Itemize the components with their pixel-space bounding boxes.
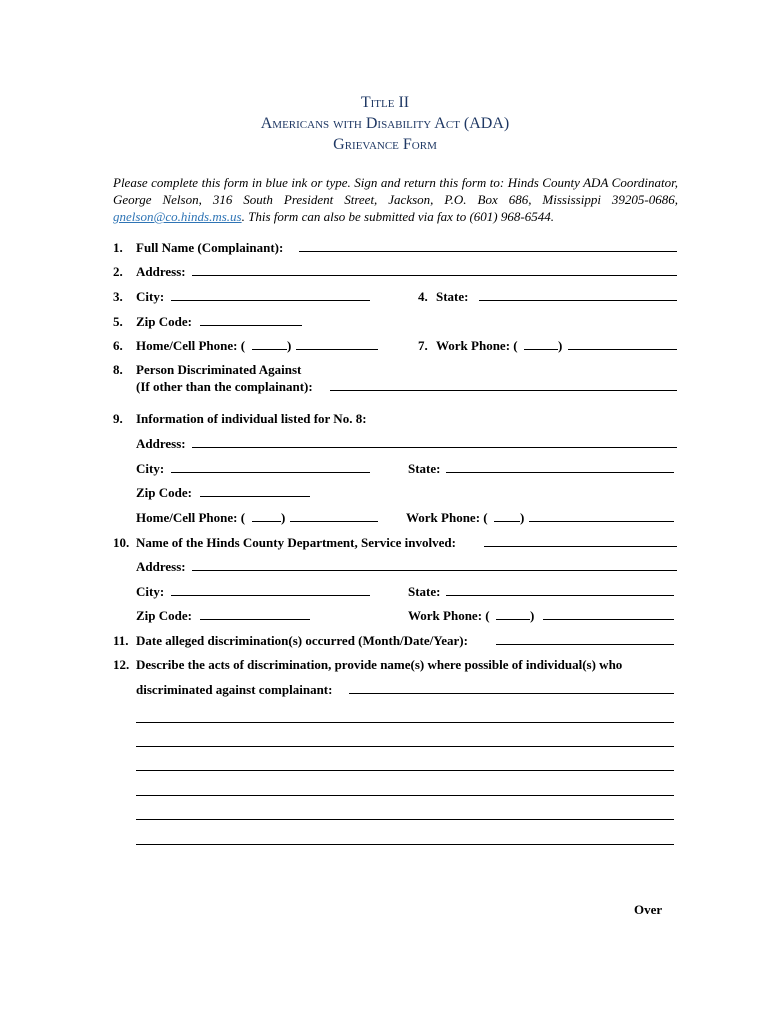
work-phone-input-line[interactable]	[568, 338, 677, 350]
close-paren: )	[281, 510, 286, 525]
city-input-line[interactable]	[171, 461, 370, 473]
zip-label: Zip Code:	[136, 608, 192, 623]
work-phone-label: Work Phone: (	[406, 510, 488, 525]
title-line-1: Title II	[360, 94, 410, 111]
zip-label: Zip Code:	[136, 314, 192, 329]
discriminated-against-label: discriminated against complainant:	[136, 682, 333, 697]
address-label: Address:	[136, 559, 186, 574]
work-area-code-line[interactable]	[494, 510, 520, 522]
address-input-line[interactable]	[192, 559, 677, 571]
item-number: 7.	[418, 338, 428, 353]
title-line-2: Americans with Disability Act (ADA)	[260, 115, 510, 132]
home-area-code-line[interactable]	[252, 510, 281, 522]
item-number: 3.	[113, 289, 123, 304]
work-area-code-line[interactable]	[496, 608, 530, 620]
city-label: City:	[136, 461, 165, 476]
state-label: State:	[436, 289, 469, 304]
description-input-line[interactable]	[136, 735, 674, 747]
person-discriminated-input-line[interactable]	[330, 379, 677, 391]
state-label: State:	[408, 461, 441, 476]
item-number: 2.	[113, 264, 123, 279]
work-phone-label: Work Phone: (	[436, 338, 518, 353]
full-name-label: Full Name (Complainant):	[136, 240, 284, 255]
address-input-line[interactable]	[192, 264, 677, 276]
home-cell-phone-label: Home/Cell Phone: (	[136, 338, 246, 353]
describe-label: Describe the acts of discrimination, provide name(s) where possible of individual(s) who	[136, 657, 623, 672]
item-number: 11.	[113, 633, 129, 648]
work-phone-input-line[interactable]	[529, 510, 674, 522]
date-alleged-input-line[interactable]	[496, 633, 674, 645]
department-label: Name of the Hinds County Department, Service involved:	[136, 535, 456, 550]
work-phone-input-line[interactable]	[543, 608, 674, 620]
close-paren: )	[558, 338, 563, 353]
home-phone-input-line[interactable]	[296, 338, 378, 350]
description-input-line[interactable]	[136, 711, 674, 723]
item-number: 12.	[113, 657, 130, 672]
state-label: State:	[408, 584, 441, 599]
state-input-line[interactable]	[479, 289, 677, 301]
city-input-line[interactable]	[171, 289, 370, 301]
zip-input-line[interactable]	[200, 314, 302, 326]
instructions-text: Please complete this form in blue ink or type. Sign and return this form to: Hinds County ADA Coordinator, George Nelson, 316 South President Street, Jackson, P.O. Box 686, Mississippi 39205-0686,	[113, 175, 678, 207]
over-page-note: Over	[634, 902, 663, 917]
item-number: 6.	[113, 338, 123, 353]
person-discriminated-label: Person Discriminated Against	[136, 362, 302, 377]
home-cell-phone-label: Home/Cell Phone: (	[136, 510, 246, 525]
home-area-code-line[interactable]	[252, 338, 287, 350]
close-paren: )	[287, 338, 292, 353]
description-input-line[interactable]	[136, 759, 674, 771]
item-number: 10.	[113, 535, 130, 550]
zip-input-line[interactable]	[200, 485, 310, 497]
full-name-input-line[interactable]	[299, 240, 677, 252]
title-line-3: Grievance Form	[333, 136, 437, 153]
city-label: City:	[136, 289, 165, 304]
if-other-label: (If other than the complainant):	[136, 379, 313, 394]
date-alleged-label: Date alleged discrimination(s) occurred (Month/Date/Year):	[136, 633, 468, 648]
close-paren: )	[530, 608, 535, 623]
item-number: 5.	[113, 314, 123, 329]
close-paren: )	[520, 510, 525, 525]
item-number: 1.	[113, 240, 123, 255]
coordinator-email-link[interactable]: gnelson@co.hinds.ms.us	[113, 209, 242, 224]
instructions-fax-text: . This form can also be submitted via fax to (601) 968-6544.	[241, 209, 554, 224]
address-input-line[interactable]	[192, 436, 677, 448]
state-input-line[interactable]	[446, 584, 674, 596]
work-phone-label: Work Phone: (	[408, 608, 490, 623]
item-number: 8.	[113, 362, 123, 377]
city-label: City:	[136, 584, 165, 599]
zip-label: Zip Code:	[136, 485, 192, 500]
description-input-line[interactable]	[136, 833, 674, 845]
item-number: 4.	[418, 289, 428, 304]
city-input-line[interactable]	[171, 584, 370, 596]
info-individual-label: Information of individual listed for No. 8:	[136, 411, 367, 426]
work-area-code-line[interactable]	[524, 338, 558, 350]
address-label: Address:	[136, 436, 186, 451]
department-input-line[interactable]	[484, 535, 677, 547]
description-input-line[interactable]	[136, 808, 674, 820]
item-number: 9.	[113, 411, 123, 426]
address-label: Address:	[136, 264, 186, 279]
home-phone-input-line[interactable]	[290, 510, 378, 522]
state-input-line[interactable]	[446, 461, 674, 473]
zip-input-line[interactable]	[200, 608, 310, 620]
description-input-line[interactable]	[136, 784, 674, 796]
description-input-line[interactable]	[349, 682, 674, 694]
